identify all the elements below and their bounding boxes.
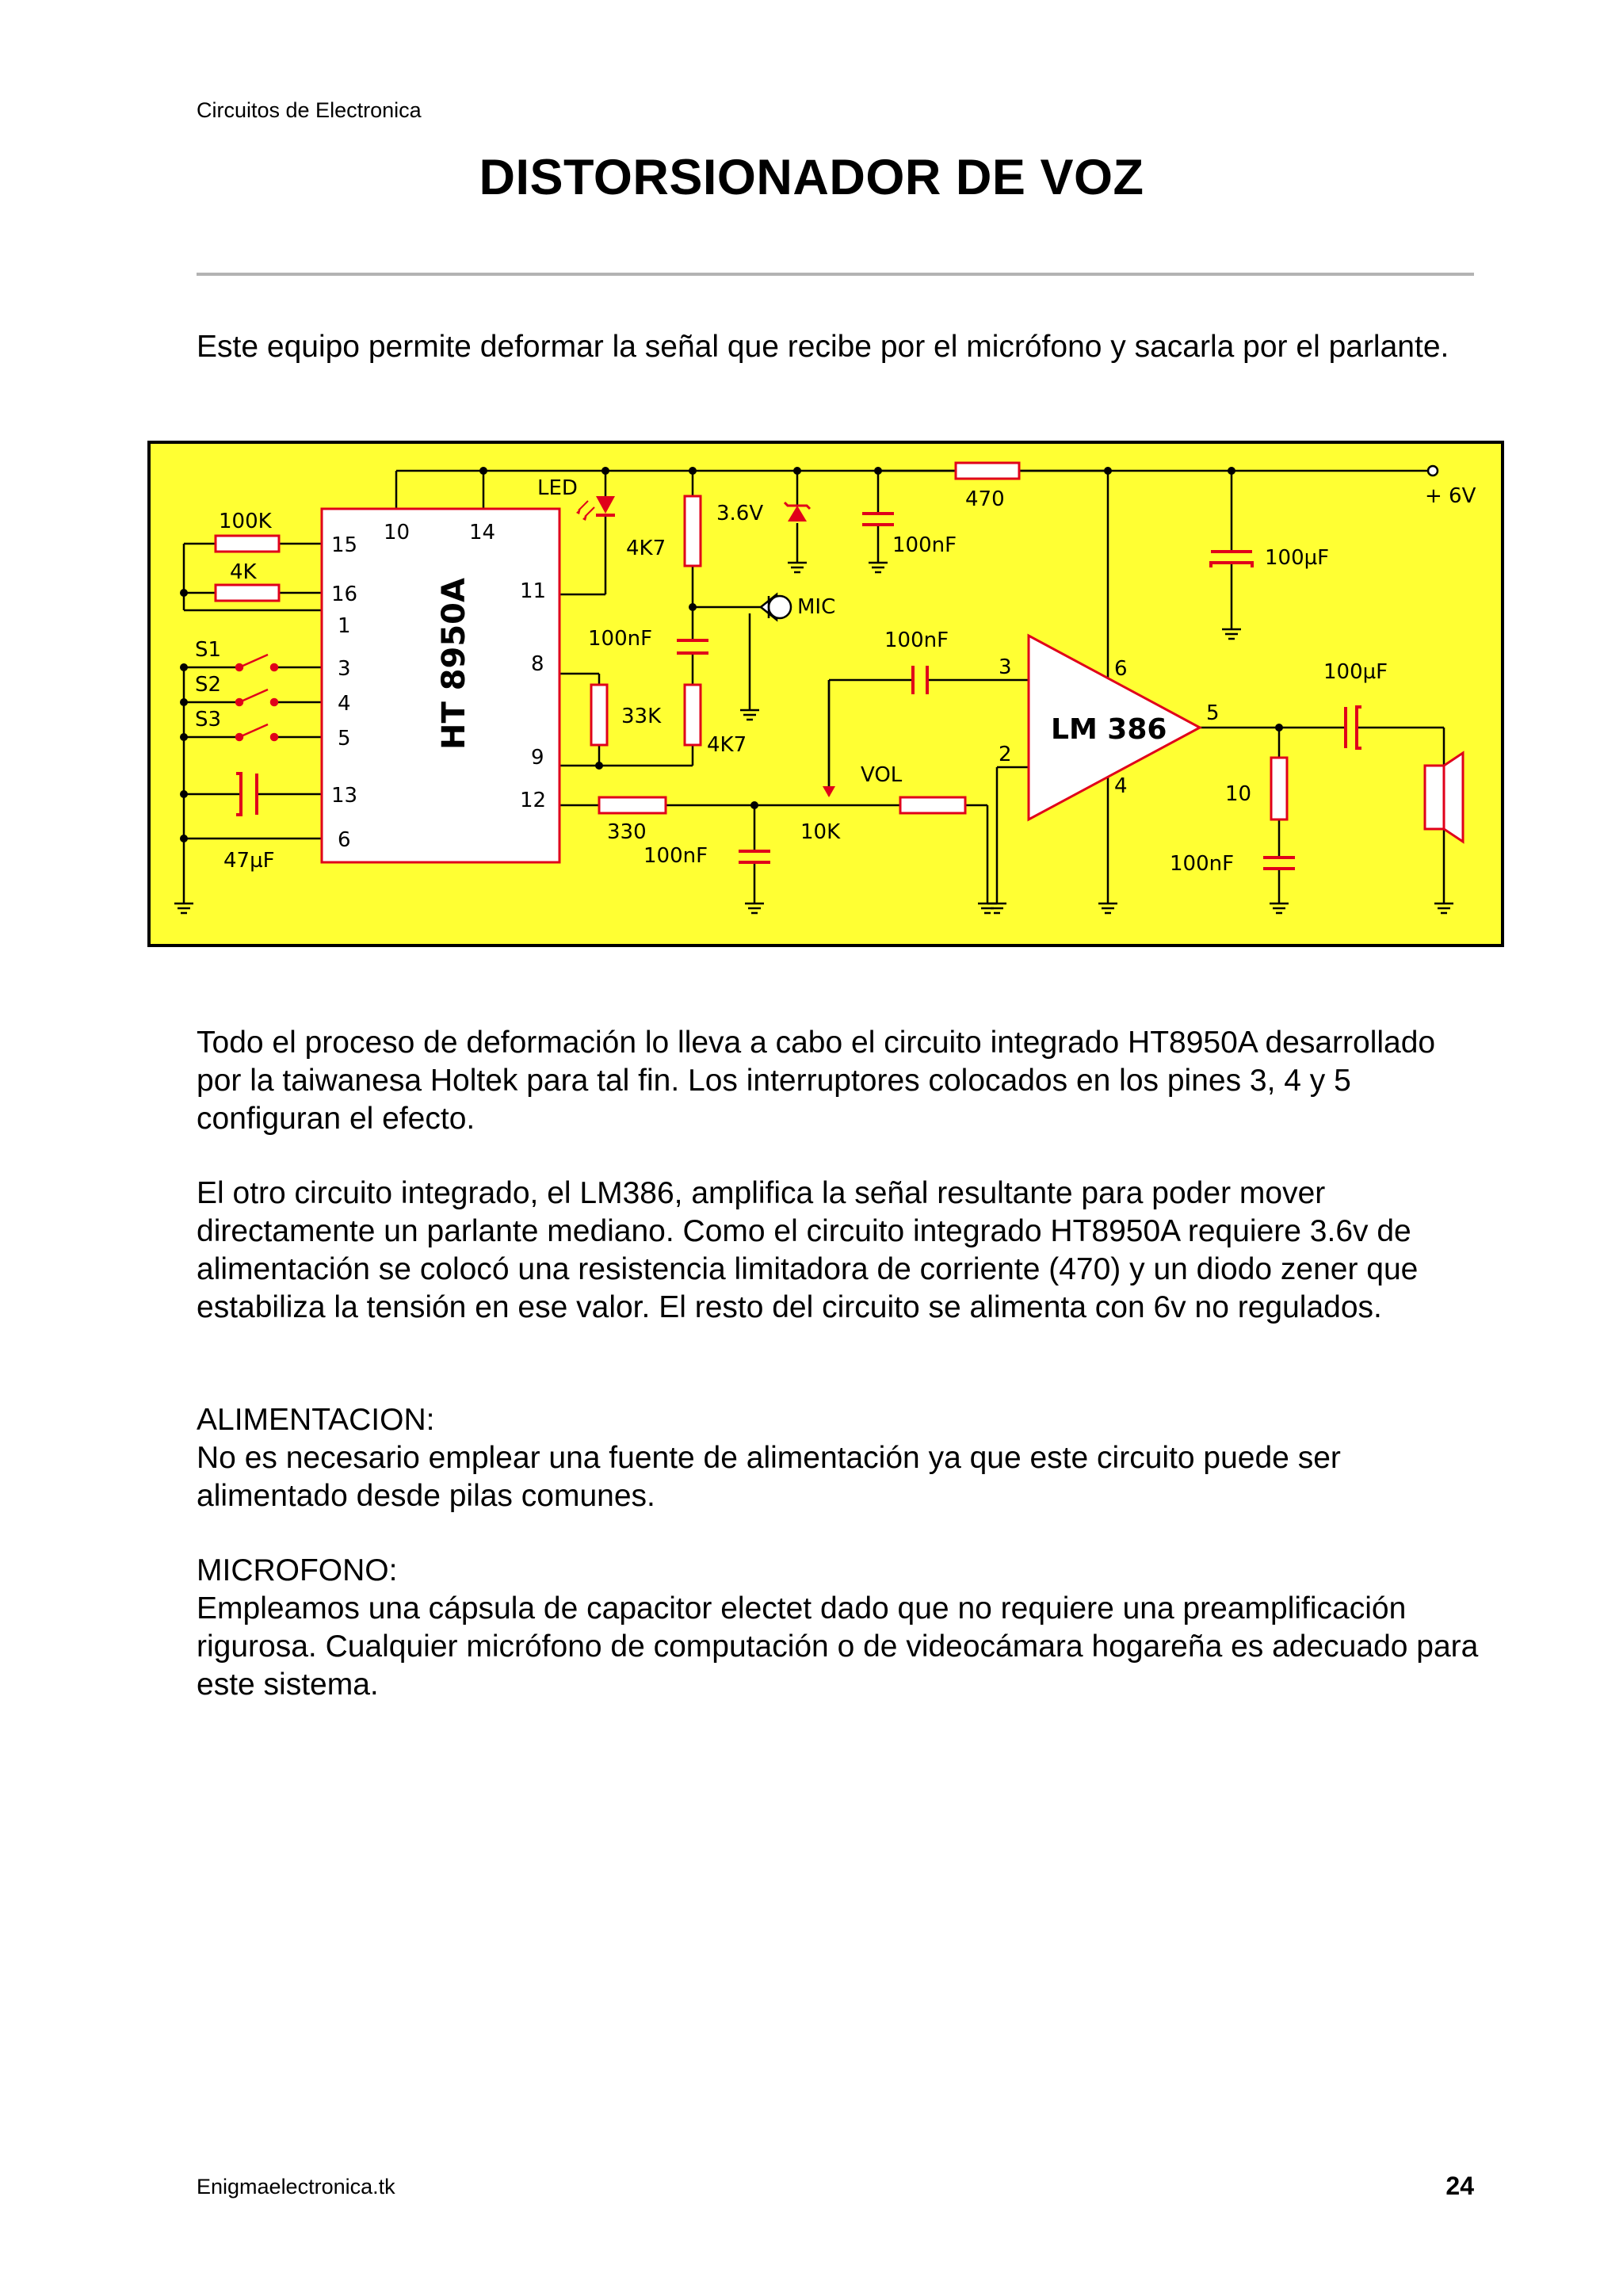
circuit-schematic xyxy=(147,441,1504,947)
label-330: 330 xyxy=(607,820,647,844)
label-zener: 3.6V xyxy=(716,502,764,525)
pin-10: 10 xyxy=(384,521,411,544)
page-number: 24 xyxy=(1445,2172,1474,2200)
label-100nf-mid: 100nF xyxy=(588,627,653,651)
label-led: LED xyxy=(537,476,578,500)
resistor-4k7-bottom xyxy=(685,685,701,745)
footer-site: Enigmaelectronica.tk xyxy=(197,2175,395,2199)
potentiometer-10k xyxy=(900,797,965,813)
label-470: 470 xyxy=(965,487,1005,511)
pin-16: 16 xyxy=(331,583,358,606)
label-100uf-top: 100µF xyxy=(1265,546,1330,570)
label-vplus: + 6V xyxy=(1425,484,1476,508)
resistor-100k xyxy=(216,536,279,552)
paragraph-2: El otro circuito integrado, el LM386, amplifica la señal resultante para poder mover directamente un parlante mediano. Como el circuito integrado HT8950A requiere 3.6v de alimentación se colocó una resistencia limitadora de corriente (470) y un diodo zener que estabiliza la tensión en ese valor. El resto del circuito se alimenta con 6v no regulados. xyxy=(197,1176,1419,1324)
label-vol: VOL xyxy=(861,763,903,787)
resistor-4k xyxy=(216,585,279,601)
lm-pin-6: 6 xyxy=(1114,657,1128,681)
label-s1: S1 xyxy=(195,638,222,662)
speaker-body xyxy=(1425,766,1444,829)
label-mic: MIC xyxy=(797,595,836,619)
label-4k: 4K xyxy=(230,560,257,584)
pin-6: 6 xyxy=(338,828,351,852)
label-100uf-out: 100µF xyxy=(1323,660,1388,684)
lm-pin-2: 2 xyxy=(999,743,1012,766)
paragraph-alimentacion: ALIMENTACION: No es necesario emplear una fuente de alimentación ya que este circuito puede ser alimentado desde pilas comunes. xyxy=(197,1403,1341,1513)
label-100nf-out: 100nF xyxy=(1170,852,1235,876)
label-100nf-coupling: 100nF xyxy=(884,628,949,652)
pin-15: 15 xyxy=(331,533,358,557)
pin-11: 11 xyxy=(520,579,547,603)
pin-1: 1 xyxy=(338,614,351,638)
resistor-4k7-top xyxy=(685,496,701,566)
label-4k7-bottom: 4K7 xyxy=(707,733,747,757)
label-100nf-pin12: 100nF xyxy=(643,844,708,868)
paragraph-microfono: MICROFONO: Empleamos una cápsula de capacitor electet dado que no requiere una preamplificación rigurosa. Cualquier micrófono de computación o de videocámara hogareña es adecuado para este sistema. xyxy=(197,1553,1479,1702)
label-s3: S3 xyxy=(195,708,222,732)
label-33k: 33K xyxy=(621,705,662,728)
pin-9: 9 xyxy=(531,746,544,770)
label-ht8950a: HT 8950A xyxy=(436,578,472,750)
speaker-cone xyxy=(1444,753,1463,842)
title-divider xyxy=(197,273,1474,276)
lm-pin-5: 5 xyxy=(1206,701,1220,725)
intro-paragraph: Este equipo permite deformar la señal que recibe por el micrófono y sacarla por el parlante. xyxy=(197,330,1449,364)
label-100k: 100K xyxy=(219,510,272,533)
paragraph-1: Todo el proceso de deformación lo lleva a cabo el circuito integrado HT8950A desarrollado por la taiwanesa Holtek para tal fin. Los interruptores colocados en los pines 3, 4 y 5 configuran el efecto. xyxy=(197,1026,1436,1136)
label-lm386: LM 386 xyxy=(1051,713,1167,746)
pin-3: 3 xyxy=(338,657,351,681)
label-47uf: 47µF xyxy=(223,849,275,873)
page-title: DISTORSIONADOR DE VOZ xyxy=(479,150,1144,205)
pin-14: 14 xyxy=(469,521,496,544)
pin-4: 4 xyxy=(338,692,351,716)
resistor-33k xyxy=(591,685,607,745)
label-10: 10 xyxy=(1225,782,1252,806)
pin-13: 13 xyxy=(331,784,358,808)
running-header: Circuitos de Electronica xyxy=(197,98,422,122)
resistor-330 xyxy=(599,797,666,813)
lm-pin-4: 4 xyxy=(1114,774,1128,798)
label-s2: S2 xyxy=(195,673,222,697)
label-10k: 10K xyxy=(800,820,841,844)
label-4k7-top: 4K7 xyxy=(626,537,666,560)
label-100nf-top: 100nF xyxy=(892,533,957,557)
vplus-terminal xyxy=(1428,466,1438,476)
resistor-10 xyxy=(1271,758,1287,819)
pin-5: 5 xyxy=(338,727,351,751)
pin-12: 12 xyxy=(520,789,547,812)
resistor-470 xyxy=(956,463,1019,479)
pin-8: 8 xyxy=(531,652,544,676)
lm-pin-3: 3 xyxy=(999,655,1012,679)
